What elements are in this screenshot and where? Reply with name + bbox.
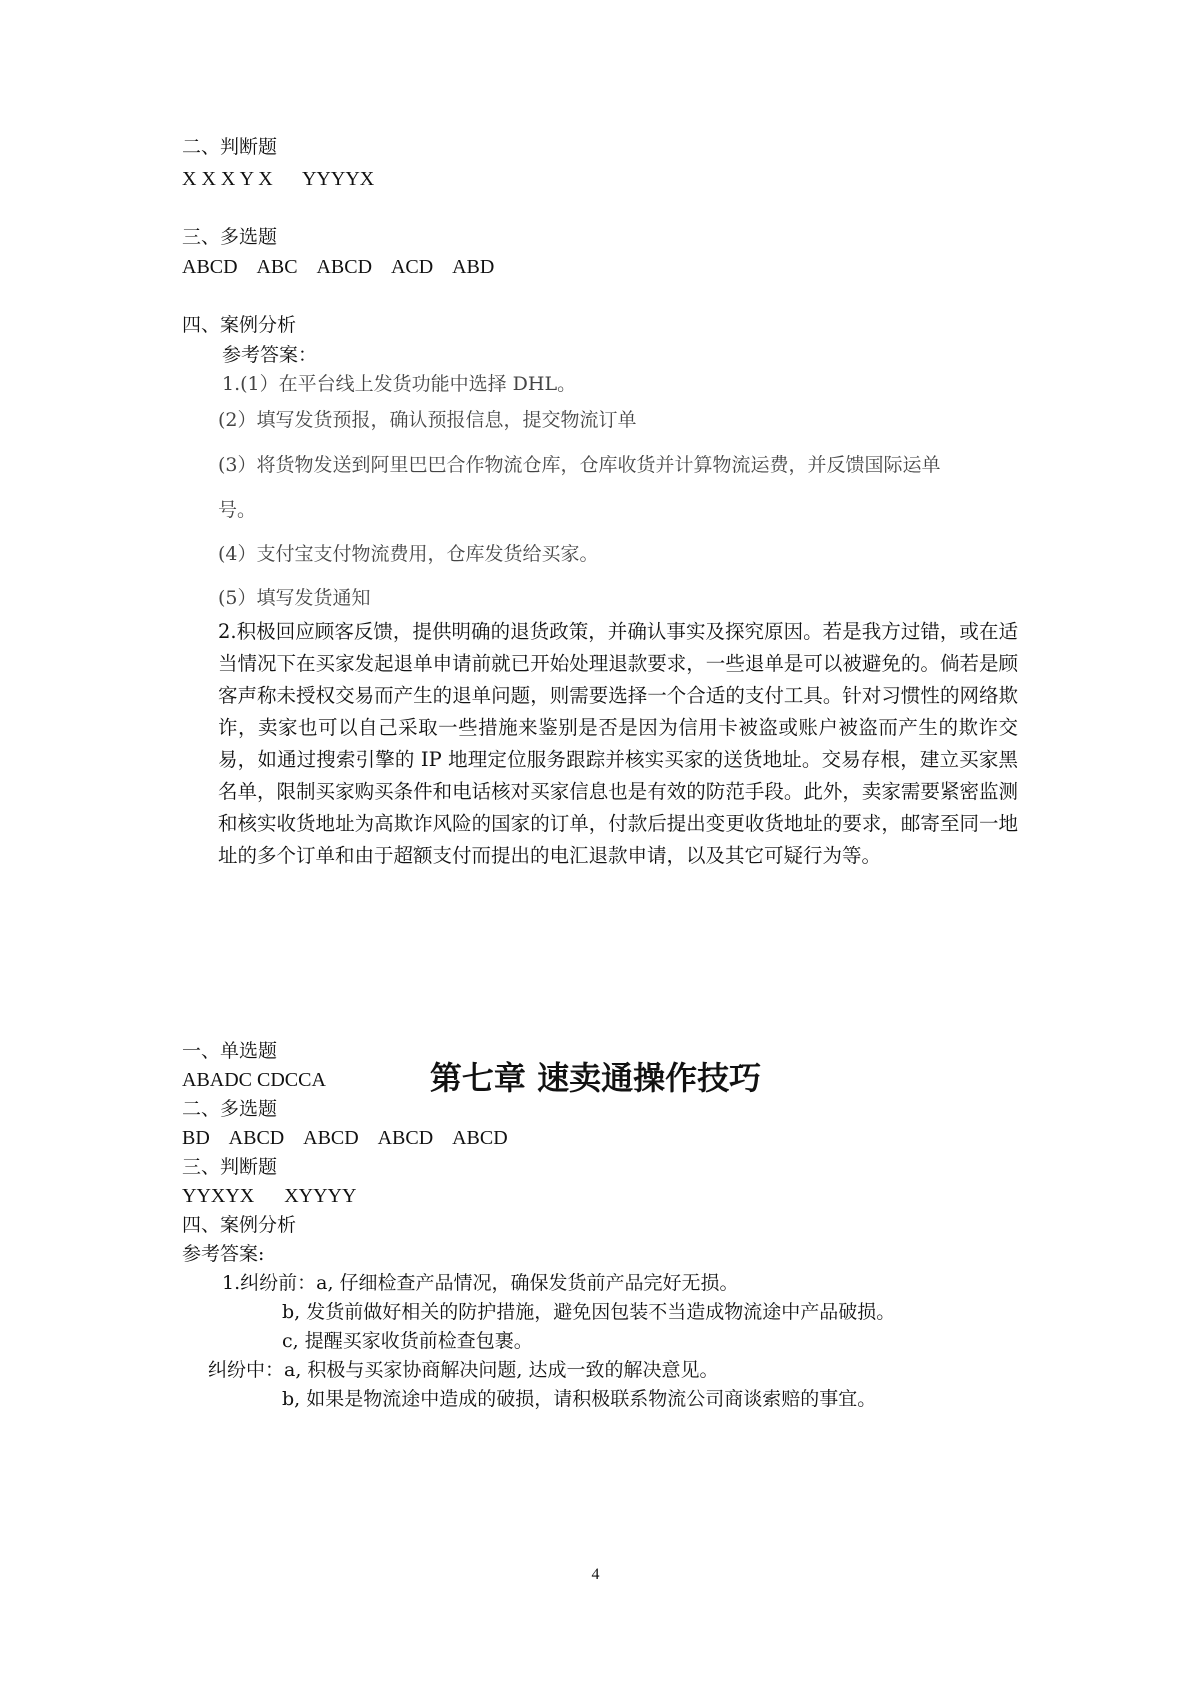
multi-choice-answers: BD ABCD ABCD ABCD ABCD xyxy=(182,1127,508,1149)
judge-section-title: 二、判断题 xyxy=(182,136,278,158)
case-answer-2-paragraph: 2.积极回应顾客反馈，提供明确的退货政策，并确认事实及探究原因。若是我方过错，或在适当情况下在买家发起退单申请前就已开始处理退款要求，一些退单是可以被避免的。倘若是顾客声称未授权交易而产生的退单问题，则需要选择一个合适的支付工具。针对习惯性的网络欺诈，卖家也可以自己采取一些措施来鉴别是否是因为信用卡被盗或账户被盗而产生的欺诈交易，如通过搜索引擎的 IP 地理定位服务跟踪并核实买家的送货地址。交易存根，建立买家黑名单，限制买家购买条件和电话核对买家信息也是有效的防范手段。此外，卖家需要紧密监测和核实收货地址为高欺诈风险的国家的订单，付款后提出变更收货地址的要求，邮寄至同一地址的多个订单和由于超额支付而提出的电汇退款申请，以及其它可疑行为等。 xyxy=(218,620,1018,867)
case-step-3-continued: 号。 xyxy=(218,499,257,521)
multi-section-title: 三、多选题 xyxy=(182,226,278,248)
multi-answers: ABCD ABC ABCD ACD ABD xyxy=(182,256,495,278)
judge-answers: X X X Y X YYYYX xyxy=(182,168,375,190)
reference-answer-label: 参考答案： xyxy=(222,344,318,366)
dispute-before-b: b, 发货前做好相关的防护措施，避免因包装不当造成物流途中产品破损。 xyxy=(282,1301,896,1323)
case-step-3: (3）将货物发送到阿里巴巴合作物流仓库，仓库收货并计算物流运费，并反馈国际运单 xyxy=(218,454,941,476)
judge-title: 三、判断题 xyxy=(182,1156,278,1178)
case-section-title: 四、案例分析 xyxy=(182,314,297,336)
case-step-2: (2）填写发货预报，确认预报信息，提交物流订单 xyxy=(218,409,637,431)
dispute-during-a: 纠纷中：a, 积极与买家协商解决问题, 达成一致的解决意见。 xyxy=(208,1359,719,1381)
case-step-5: (5）填写发货通知 xyxy=(218,587,371,609)
reference-answer-label-ch7: 参考答案: xyxy=(182,1243,265,1265)
case-step-4: (4）支付宝支付物流费用，仓库发货给买家。 xyxy=(218,543,599,565)
single-choice-answers: ABADC CDCCA xyxy=(182,1069,326,1091)
case-analysis-title: 四、案例分析 xyxy=(182,1214,297,1236)
dispute-during-b: b, 如果是物流途中造成的破损，请积极联系物流公司商谈索赔的事宜。 xyxy=(282,1388,877,1410)
chapter-title: 第七章 速卖通操作技巧 xyxy=(429,1059,762,1097)
page-number: 4 xyxy=(591,1566,600,1583)
judge-answers-ch7: YYXYX XYYYY xyxy=(182,1185,357,1207)
dispute-before-a: 1.纠纷前：a, 仔细检查产品情况，确保发货前产品完好无损。 xyxy=(222,1272,739,1294)
dispute-before-c: c, 提醒买家收货前检查包裹。 xyxy=(282,1330,533,1352)
case-step-1: 1.(1）在平台线上发货功能中选择 DHL。 xyxy=(222,373,577,395)
multi-choice-title: 二、多选题 xyxy=(182,1098,278,1120)
single-choice-title: 一、单选题 xyxy=(182,1040,278,1062)
